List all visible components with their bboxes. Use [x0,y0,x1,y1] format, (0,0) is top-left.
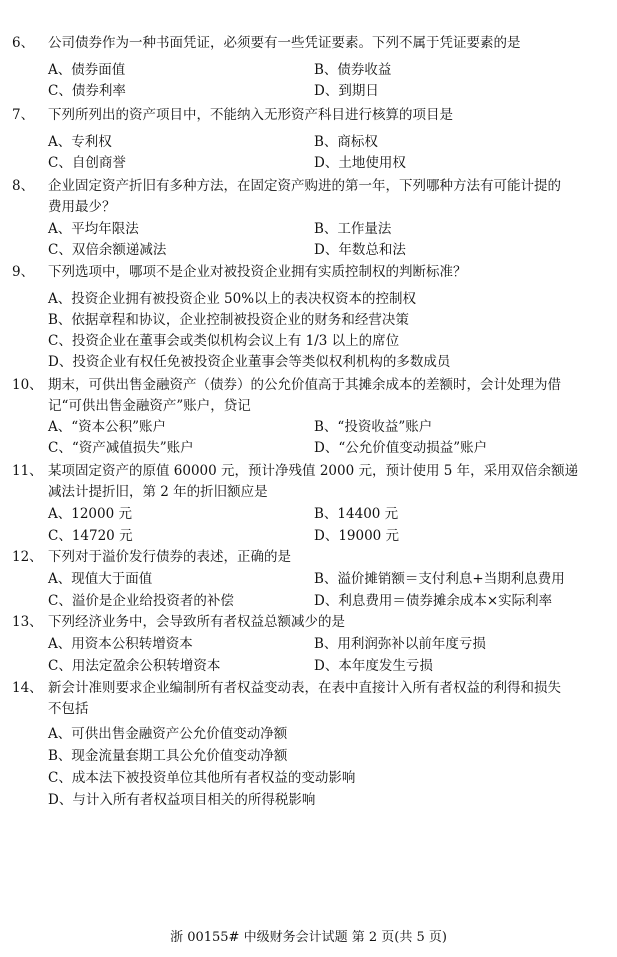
option: C、溢价是企业给投资者的补偿 [48,593,234,609]
question-text: 记“可供出售金融资产”账户，贷记 [48,398,251,414]
question-text: 下列所列出的资产项目中，不能纳入无形资产科目进行核算的项目是 [48,107,453,123]
question-text: 下列经济业务中，会导致所有者权益总额减少的是 [48,614,345,630]
question-text: 下列选项中，哪项不是企业对被投资企业拥有实质控制权的判断标准？ [48,264,467,280]
option: A、现值大于面值 [48,571,153,587]
option: B、现金流量套期工具公允价值变动净额 [48,748,288,764]
question-number: 6、 [12,35,35,51]
option: B、依据章程和协议，企业控制被投资企业的财务和经营决策 [48,312,409,328]
question-text: 某项固定资产的原值 60000 元，预计净残值 2000 元，预计使用 5 年，采用双倍余额递 [48,463,579,479]
option: C、“资产减值损失”账户 [48,440,194,456]
page-footer: 浙 00155# 中级财务会计试题 第 2 页(共 5 页) [170,930,447,945]
question-text: 费用最少？ [48,199,116,215]
option: B、14400 元 [314,506,399,522]
question-number: 14、 [12,680,43,696]
option: D、利息费用＝债券摊余成本×实际利率 [314,593,553,609]
question-text: 不包括 [48,701,89,717]
question-text: 期末，可供出售金融资产（债券）的公允价值高于其摊余成本的差额时，会计处理为借 [48,377,561,393]
question-text: 企业固定资产折旧有多种方法，在固定资产购进的第一年，下列哪种方法有可能计提的 [48,178,561,194]
question-number: 10、 [12,377,43,393]
option: C、投资企业在董事会或类似机构会议上有 1/3 以上的席位 [48,333,400,349]
option: A、债券面值 [48,62,126,78]
option: B、用利润弥补以前年度亏损 [314,636,486,652]
option: D、19000 元 [314,528,400,544]
option: B、溢价摊销额＝支付利息+当期利息费用 [314,571,565,587]
question-number: 8、 [12,178,35,194]
option: A、12000 元 [48,506,132,522]
question-text: 公司债券作为一种书面凭证，必须要有一些凭证要素。下列不属于凭证要素的是 [48,35,521,51]
option: B、债券收益 [314,62,392,78]
option: C、用法定盈余公积转增资本 [48,658,221,674]
option: A、用资本公积转增资本 [48,636,193,652]
option: A、“资本公积”账户 [48,419,167,435]
option: C、14720 元 [48,528,133,544]
question-text: 下列对于溢价发行债券的表述，正确的是 [48,549,291,565]
option: D、年数总和法 [314,242,406,258]
option: D、与计入所有者权益项目相关的所得税影响 [48,792,316,808]
option: A、投资企业拥有被投资企业 50%以上的表决权资本的控制权 [48,291,417,307]
option: A、可供出售金融资产公允价值变动净额 [48,726,288,742]
option: D、“公允价值变动损益”账户 [314,440,488,456]
option: C、自创商誉 [48,155,126,171]
option: D、投资企业有权任免被投资企业董事会等类似权利机构的多数成员 [48,354,451,370]
option: C、双倍余额递减法 [48,242,167,258]
option: A、专利权 [48,134,112,150]
question-number: 13、 [12,614,43,630]
option: B、工作量法 [314,221,392,237]
option: D、到期日 [314,83,379,99]
question-text: 新会计准则要求企业编制所有者权益变动表，在表中直接计入所有者权益的利得和损失 [48,680,561,696]
option: C、成本法下被投资单位其他所有者权益的变动影响 [48,770,356,786]
question-number: 12、 [12,549,43,565]
option: B、商标权 [314,134,378,150]
option: D、本年度发生亏损 [314,658,433,674]
option: D、土地使用权 [314,155,406,171]
question-number: 11、 [12,463,43,479]
question-text: 减法计提折旧，第 2 年的折旧额应是 [48,484,268,500]
option: B、“投资收益”账户 [314,419,433,435]
option: A、平均年限法 [48,221,139,237]
question-number: 7、 [12,107,35,123]
question-number: 9、 [12,264,35,280]
option: C、债券利率 [48,83,126,99]
